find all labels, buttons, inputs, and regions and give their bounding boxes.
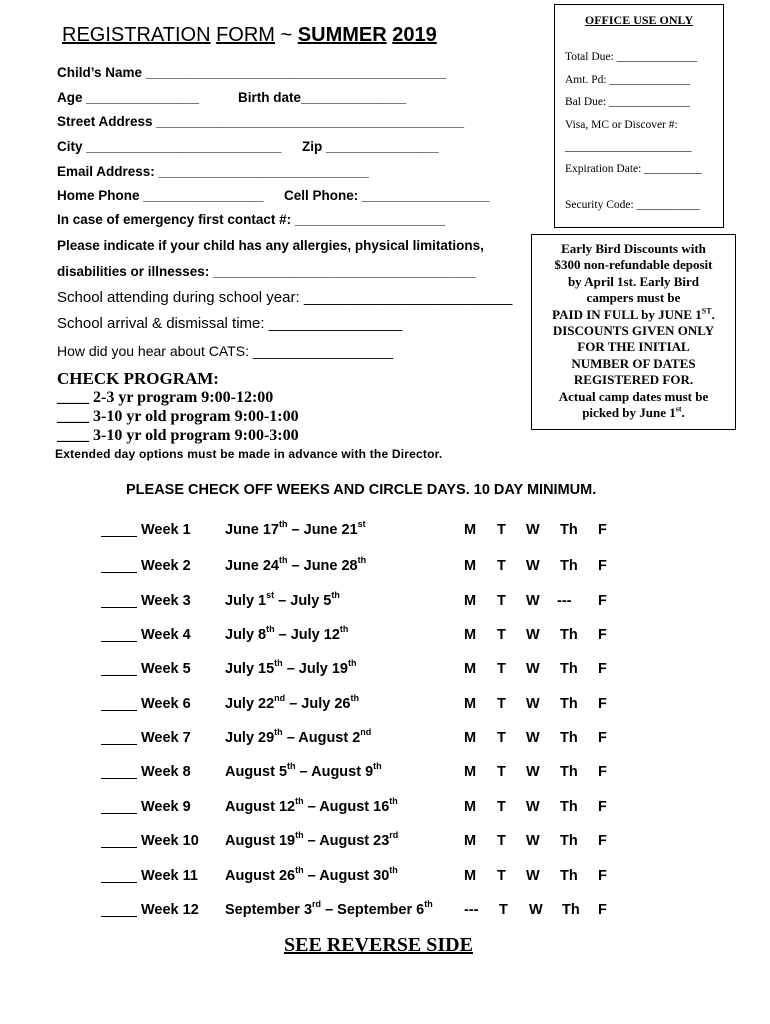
week-label: Week 4 — [141, 627, 191, 643]
office-balance-due[interactable]: Bal Due: ______________ — [565, 96, 690, 108]
early-bird-line: NUMBER OF DATES — [571, 355, 696, 371]
day-option[interactable]: W — [529, 902, 543, 918]
birth-date-field[interactable]: Birth date______________ — [238, 90, 407, 105]
date-text: July 22 — [225, 696, 275, 712]
date-ordinal-suffix: st — [266, 590, 275, 601]
date-text: July 1 — [225, 593, 267, 609]
week-row — [0, 865, 770, 890]
day-option[interactable]: F — [598, 868, 607, 884]
title-registration: REGISTRATION — [62, 24, 211, 46]
day-option[interactable]: M — [464, 627, 477, 643]
week-label: Week 12 — [141, 902, 199, 918]
early-bird-line: by April 1st. Early Bird — [567, 273, 700, 289]
see-reverse-side: SEE REVERSE SIDE — [284, 934, 473, 956]
date-ordinal-suffix: th — [339, 624, 349, 635]
day-option[interactable]: F — [598, 558, 607, 574]
week-dates — [225, 727, 372, 746]
week-label: Week 5 — [141, 661, 191, 677]
program-option-1[interactable]: ____ 2-3 yr program 9:00-12:00 — [57, 389, 274, 406]
date-ordinal-suffix: th — [279, 555, 288, 566]
date-ordinal-suffix: th — [295, 830, 304, 841]
week-row — [0, 830, 770, 855]
week-row — [0, 658, 770, 683]
office-total-due[interactable]: Total Due: ______________ — [565, 51, 698, 63]
week-dates — [225, 796, 398, 815]
date-ordinal-suffix: st — [357, 519, 366, 530]
early-bird-line: Actual camp dates must be — [558, 388, 709, 404]
home-phone-field[interactable]: Home Phone ________________ — [57, 188, 264, 203]
school-field[interactable]: School attending during school year: _________________________ — [57, 289, 513, 306]
date-text: July 15 — [225, 661, 275, 677]
early-bird-line: $300 non-refundable deposit — [554, 257, 713, 273]
child-name-field[interactable]: Child’s Name ________________________________________ — [57, 65, 447, 80]
program-option-3[interactable]: ____ 3-10 yr old program 9:00-3:00 — [57, 427, 299, 444]
day-option[interactable]: F — [598, 627, 607, 643]
day-option[interactable]: W — [526, 696, 540, 712]
day-option[interactable]: W — [526, 627, 540, 643]
date-ordinal-suffix: th — [274, 658, 283, 669]
age-field[interactable]: Age _______________ — [57, 90, 199, 105]
office-card-label: Visa, MC or Discover #: — [565, 119, 678, 131]
date-text: July 19 — [298, 661, 348, 677]
emergency-contact-field[interactable]: In case of emergency first contact #: ____________________ — [57, 212, 445, 227]
early-bird-line: campers must be — [586, 290, 681, 306]
date-ordinal-suffix: th — [350, 693, 359, 704]
day-option[interactable]: Th — [562, 902, 580, 918]
office-amount-paid[interactable]: Amt. Pd: ______________ — [565, 74, 690, 86]
week-checkbox-blank[interactable] — [101, 744, 137, 745]
week-row — [0, 727, 770, 752]
day-option[interactable]: F — [598, 593, 607, 609]
date-text: August 9 — [311, 764, 374, 780]
week-dates — [225, 761, 382, 780]
week-checkbox-blank[interactable] — [101, 572, 137, 573]
date-text: June 28 — [303, 558, 358, 574]
day-option[interactable]: T — [497, 661, 506, 677]
date-text: – — [321, 902, 338, 918]
week-dates — [225, 519, 366, 538]
week-row — [0, 899, 770, 924]
date-text: – — [303, 799, 320, 815]
day-option[interactable]: Th — [560, 868, 578, 884]
day-option[interactable]: F — [598, 799, 607, 815]
week-label: Week 11 — [141, 868, 198, 884]
program-option-2[interactable]: ____ 3-10 yr old program 9:00-1:00 — [57, 408, 299, 425]
day-option: --- — [557, 593, 572, 609]
week-label: Week 6 — [141, 696, 191, 712]
weeks-heading: PLEASE CHECK OFF WEEKS AND CIRCLE DAYS. 10 DAY MINIMUM. — [126, 482, 597, 498]
day-option[interactable]: M — [464, 799, 477, 815]
office-security-code[interactable]: Security Code: ___________ — [565, 199, 700, 211]
date-ordinal-suffix: th — [331, 590, 340, 601]
week-label: Week 8 — [141, 764, 191, 780]
week-checkbox-blank[interactable] — [101, 607, 137, 608]
week-row — [0, 693, 770, 718]
date-text: – — [287, 522, 304, 538]
date-ordinal-suffix: th — [389, 796, 398, 807]
date-ordinal-suffix: th — [295, 796, 304, 807]
day-option[interactable]: Th — [560, 558, 578, 574]
arrival-dismissal-field[interactable]: School arrival & dismissal time: ________________ — [57, 315, 403, 332]
day-option[interactable]: F — [598, 730, 607, 746]
week-dates — [225, 658, 357, 677]
day-option[interactable]: T — [497, 522, 506, 538]
office-expiration-date[interactable]: Expiration Date: __________ — [565, 163, 702, 175]
date-ordinal-suffix: th — [266, 624, 275, 635]
day-option[interactable]: W — [526, 833, 540, 849]
week-label: Week 7 — [141, 730, 191, 746]
week-checkbox-blank[interactable] — [101, 641, 137, 642]
day-option[interactable]: F — [598, 696, 607, 712]
date-text: – — [287, 558, 304, 574]
week-checkbox-blank[interactable] — [101, 536, 137, 537]
date-text: August 19 — [225, 833, 296, 849]
day-option[interactable]: M — [464, 833, 477, 849]
week-row — [0, 555, 770, 580]
day-option[interactable]: Th — [560, 833, 578, 849]
day-option[interactable]: M — [464, 593, 477, 609]
date-ordinal-suffix: rd — [389, 830, 399, 841]
day-option[interactable]: Th — [560, 730, 578, 746]
day-option[interactable]: M — [464, 696, 477, 712]
day-option[interactable]: M — [464, 868, 477, 884]
street-address-field[interactable]: Street Address _________________________________________ — [57, 114, 465, 129]
date-text: July 8 — [225, 627, 267, 643]
day-option[interactable]: Th — [560, 522, 578, 538]
day-option[interactable]: W — [526, 730, 540, 746]
week-label: Week 10 — [141, 833, 199, 849]
day-option[interactable]: Th — [560, 799, 578, 815]
week-dates — [225, 865, 398, 884]
week-row — [0, 590, 770, 615]
week-row — [0, 519, 770, 544]
date-ordinal-suffix: th — [347, 658, 357, 669]
day-option[interactable]: T — [497, 696, 506, 712]
day-option: --- — [464, 902, 479, 918]
day-option[interactable]: M — [464, 661, 477, 677]
week-row — [0, 624, 770, 649]
day-option[interactable]: W — [526, 764, 540, 780]
date-text: June 21 — [303, 522, 358, 538]
date-text: August 16 — [319, 799, 390, 815]
day-option[interactable]: F — [598, 522, 607, 538]
title-summer: SUMMER — [297, 24, 387, 46]
office-card-number[interactable]: ______________________ — [565, 141, 692, 153]
week-label: Week 9 — [141, 799, 191, 815]
date-text: July 29 — [225, 730, 275, 746]
early-bird-line: Early Bird Discounts with — [561, 241, 706, 256]
date-text: – — [274, 593, 291, 609]
date-ordinal-suffix: nd — [274, 693, 286, 704]
check-program-heading: CHECK PROGRAM: — [57, 369, 219, 388]
week-dates — [225, 899, 433, 918]
week-row — [0, 761, 770, 786]
date-text: August 12 — [225, 799, 296, 815]
early-bird-line: DISCOUNTS GIVEN ONLY — [552, 323, 715, 339]
week-label: Week 3 — [141, 593, 191, 609]
day-option[interactable]: T — [497, 868, 506, 884]
day-option[interactable]: W — [526, 799, 540, 815]
date-text: – — [285, 696, 302, 712]
date-ordinal-suffix: th — [287, 761, 296, 772]
day-option[interactable]: W — [526, 522, 540, 538]
week-checkbox-blank[interactable] — [101, 916, 137, 917]
date-text: August 5 — [225, 764, 288, 780]
date-text: June 24 — [225, 558, 279, 574]
cell-phone-field[interactable]: Cell Phone: _________________ — [284, 188, 490, 203]
week-row — [0, 796, 770, 821]
day-option[interactable]: W — [526, 661, 540, 677]
day-option[interactable]: T — [499, 902, 508, 918]
allergies-field[interactable]: disabilities or illnesses: ___________________________________ — [57, 264, 476, 279]
early-bird-line: FOR THE INITIAL — [577, 339, 690, 355]
date-text: August 2 — [298, 730, 361, 746]
date-text: September 3 — [225, 902, 313, 918]
date-text: September 6 — [337, 902, 425, 918]
title-separator: ~ — [274, 24, 298, 46]
date-text: June 17 — [225, 522, 279, 538]
week-checkbox-blank[interactable] — [101, 882, 137, 883]
week-checkbox-blank[interactable] — [101, 847, 137, 848]
date-text: – — [303, 868, 320, 884]
date-ordinal-suffix: th — [279, 519, 288, 530]
week-dates — [225, 830, 399, 849]
day-option[interactable]: T — [497, 593, 506, 609]
day-option[interactable]: T — [497, 558, 506, 574]
title-year: 2019 — [392, 24, 437, 46]
city-field[interactable]: City __________________________ — [57, 139, 282, 154]
early-bird-line-picked: picked by June 1st. — [582, 404, 685, 421]
week-dates — [225, 624, 349, 643]
date-text: – — [295, 764, 312, 780]
day-option[interactable]: M — [464, 730, 477, 746]
day-option[interactable]: T — [497, 730, 506, 746]
date-text: August 30 — [319, 868, 390, 884]
day-option[interactable]: W — [526, 558, 540, 574]
date-ordinal-suffix: th — [274, 727, 283, 738]
date-text: July 26 — [301, 696, 351, 712]
date-ordinal-suffix: nd — [360, 727, 372, 738]
day-option[interactable]: Th — [560, 661, 578, 677]
week-label: Week 1 — [141, 522, 191, 538]
day-option[interactable]: Th — [560, 764, 578, 780]
day-option[interactable]: M — [464, 764, 477, 780]
week-checkbox-blank[interactable] — [101, 710, 137, 711]
date-ordinal-suffix: rd — [312, 899, 322, 910]
date-ordinal-suffix: th — [357, 555, 367, 566]
date-text: – — [303, 833, 320, 849]
day-option[interactable]: F — [598, 902, 607, 918]
week-dates — [225, 555, 367, 574]
form-title — [62, 24, 437, 47]
week-dates — [225, 590, 340, 609]
week-label: Week 2 — [141, 558, 191, 574]
date-text: July 12 — [290, 627, 340, 643]
title-form: FORM — [216, 24, 275, 46]
week-checkbox-blank[interactable] — [101, 778, 137, 779]
day-option[interactable]: F — [598, 833, 607, 849]
hear-about-field[interactable]: How did you hear about CATS: __________________ — [57, 343, 393, 359]
early-bird-line: REGISTERED FOR. — [573, 372, 694, 388]
day-option[interactable]: M — [464, 558, 477, 574]
day-option[interactable]: Th — [560, 627, 578, 643]
day-option[interactable]: T — [497, 627, 506, 643]
date-ordinal-suffix: th — [424, 899, 433, 910]
day-option[interactable]: F — [598, 661, 607, 677]
day-option[interactable]: F — [598, 764, 607, 780]
day-option[interactable]: W — [526, 593, 540, 609]
early-bird-box — [531, 234, 736, 430]
office-use-box — [554, 4, 724, 228]
day-option[interactable]: T — [497, 833, 506, 849]
date-text: – — [274, 627, 291, 643]
week-checkbox-blank[interactable] — [101, 813, 137, 814]
date-ordinal-suffix: th — [373, 761, 382, 772]
week-checkbox-blank[interactable] — [101, 675, 137, 676]
day-option[interactable]: Th — [560, 696, 578, 712]
day-option[interactable]: T — [497, 799, 506, 815]
date-text: – — [282, 730, 299, 746]
extended-day-note: Extended day options must be made in advance with the Director. — [55, 447, 443, 461]
allergies-label: Please indicate if your child has any allergies, physical limitations, — [57, 238, 484, 253]
date-ordinal-suffix: th — [295, 865, 304, 876]
date-ordinal-suffix: th — [389, 865, 398, 876]
date-text: August 26 — [225, 868, 296, 884]
week-dates — [225, 693, 359, 712]
zip-field[interactable]: Zip _______________ — [302, 139, 439, 154]
date-text: July 5 — [290, 593, 332, 609]
day-option[interactable]: M — [464, 522, 477, 538]
date-text: – — [282, 661, 299, 677]
day-option[interactable]: W — [526, 868, 540, 884]
office-use-title: OFFICE USE ONLY — [584, 13, 694, 27]
day-option[interactable]: T — [497, 764, 506, 780]
email-field[interactable]: Email Address: ____________________________ — [57, 164, 369, 179]
early-bird-line-paid: PAID IN FULL by JUNE 1ST. — [552, 306, 715, 322]
date-text: August 23 — [319, 833, 390, 849]
